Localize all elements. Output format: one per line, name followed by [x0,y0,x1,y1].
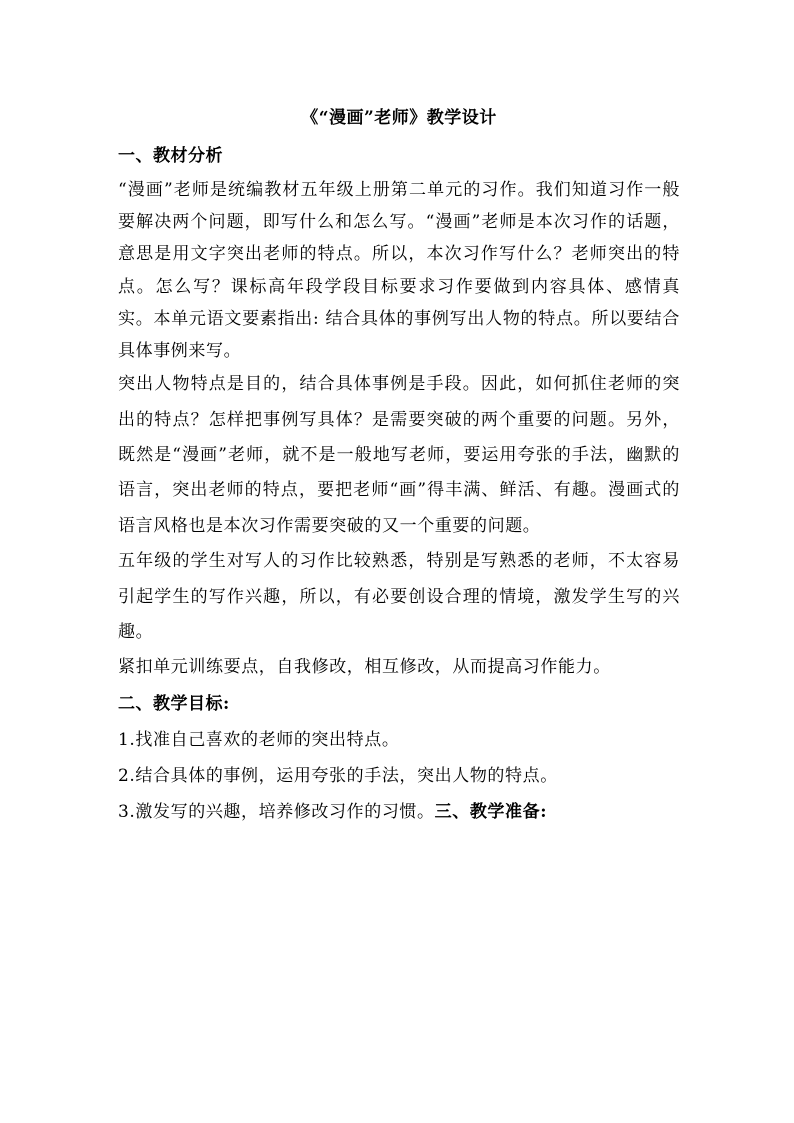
document-page [118,100,680,830]
goal-item-2: 2.结合具体的事例，运用夸张的手法，突出人物的特点。 [118,765,558,786]
document-title: 《“漫画”老师》教学设计 [301,108,497,128]
paragraph-3: 五年级的学生对写人的习作比较熟悉，特别是写熟悉的老师，不太容易引起学生的写作兴趣，所以，有必要创设合理的情境，激发学生写的兴趣。 [118,551,680,643]
paragraph-2: 突出人物特点是目的，结合具体事例是手段。因此，如何抓住老师的突出的特点？怎样把事例写具体？是需要突破的两个重要的问题。另外，既然是“漫画”老师，就不是一般地写老师，要运用夸张的手法，幽默的语言，突出老师的特点，要把老师“画”得丰满、鲜活、有趣。漫画式的语言风格也是本次习作需要突破的又一个重要的问题。 [118,374,680,536]
paragraph-1: “漫画”老师是统编教材五年级上册第二单元的习作。我们知道习作一般要解决两个问题，即写什么和怎么写。“漫画”老师是本次习作的话题，意思是用文字突出老师的特点。所以，本次习作写什么？老师突出的特点。怎么写？课标高年段学段目标要求习作要做到内容具体、感情真实。本单元语文要素指出: 结合具体的事例写出人物的特点。所以要结合具体事例来写。 [118,180,680,362]
paragraph-4: 紧扣单元训练要点，自我修改，相互修改，从而提高习作能力。 [118,657,611,678]
section-heading-textbook-analysis: 一、教材分析 [118,146,223,166]
goal-item-3 [118,794,680,830]
goal-item-3-text: 3.激发写的兴趣，培养修改习作的习惯。 [118,801,435,822]
goal-item-1: 1.找准自己喜欢的老师的突出特点。 [118,729,400,750]
section-heading-teaching-preparation: 三、教学准备: [434,801,548,822]
section-heading-teaching-goals: 二、教学目标: [118,693,230,714]
